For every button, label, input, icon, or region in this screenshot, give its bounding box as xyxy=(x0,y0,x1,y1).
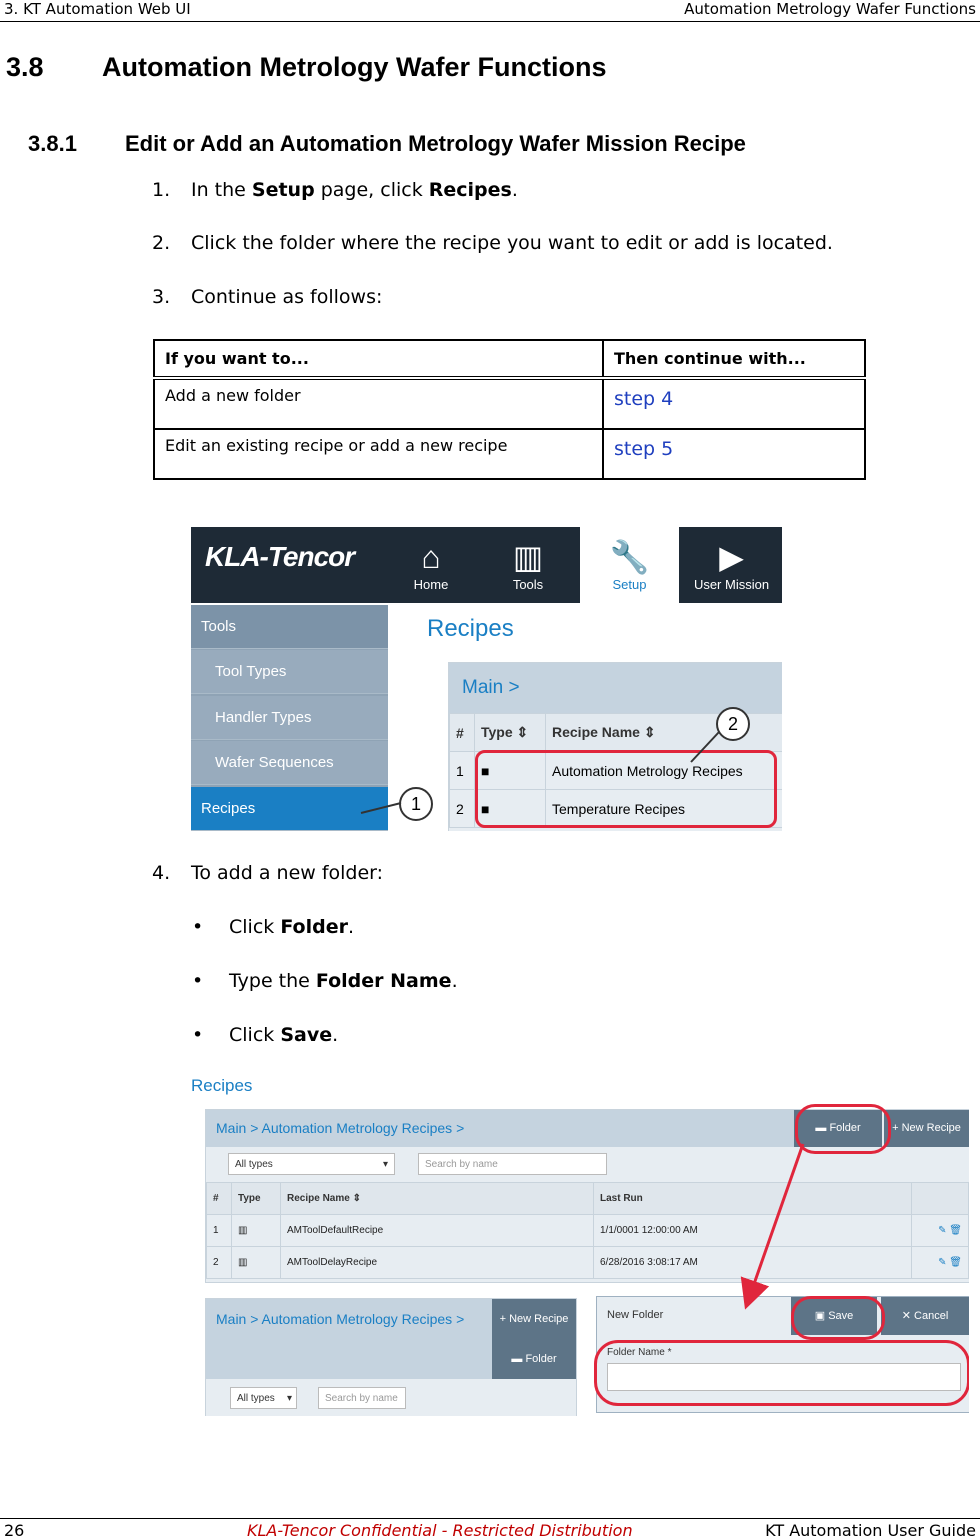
subsection-title: Edit or Add an Automation Metrology Wafer Mission Recipe xyxy=(125,131,746,156)
continue-table xyxy=(153,339,866,480)
play-icon: ▶ xyxy=(719,539,744,575)
tool-icon: ▥ xyxy=(232,1215,281,1247)
table-row xyxy=(154,429,865,479)
footer-rule xyxy=(0,1518,980,1519)
kla-tencor-logo: KLA-Tencor xyxy=(205,541,355,572)
bullet-item: • Click Save. xyxy=(192,1024,339,1046)
table-header: If you want to... xyxy=(154,340,603,378)
breadcrumb[interactable]: Main > Automation Metrology Recipes > xyxy=(206,1110,794,1147)
table-row[interactable]: 1 ■ Automation Metrology Recipes xyxy=(450,752,783,790)
callout-2: 2 xyxy=(716,707,750,741)
search-input[interactable]: Search by name xyxy=(418,1153,607,1175)
section-title: Automation Metrology Wafer Functions xyxy=(102,52,607,82)
sidebar-item-tool-types[interactable]: Tool Types xyxy=(191,650,388,694)
save-button[interactable]: ▣ Save xyxy=(791,1297,877,1335)
nav-home[interactable]: ⌂ Home xyxy=(396,527,466,603)
tool-icon: ▥ xyxy=(232,1247,281,1279)
column-header: # xyxy=(450,714,475,752)
nav-user-mission[interactable]: ▶ User Mission xyxy=(681,527,782,603)
running-header-chapter: 3. KT Automation Web UI xyxy=(4,0,191,18)
nav-setup[interactable]: 🔧 Setup xyxy=(580,527,679,603)
new-recipe-button[interactable]: + New Recipe xyxy=(884,1110,969,1147)
recipes-page-screenshot xyxy=(191,527,782,831)
folder-icon: ■ xyxy=(475,790,546,828)
folder-icon: ■ xyxy=(475,752,546,790)
arrow-annotation xyxy=(191,1076,969,1416)
edit-icon[interactable]: ✎ xyxy=(938,1257,947,1268)
step-link[interactable]: step 5 xyxy=(603,429,865,479)
caret-down-icon: ▾ xyxy=(382,1159,388,1170)
sidebar-item-recipes[interactable]: Recipes xyxy=(191,787,388,831)
folder-button[interactable]: ▬ Folder xyxy=(492,1339,576,1379)
step-link[interactable]: step 4 xyxy=(603,378,865,429)
folder-button[interactable]: ▬ Folder xyxy=(794,1110,882,1147)
recipes-title: Recipes xyxy=(191,1076,253,1095)
document-title: KT Automation User Guide xyxy=(765,1521,976,1540)
section-number: 3.8 xyxy=(6,52,44,82)
edit-icon[interactable]: ✎ xyxy=(938,1225,947,1236)
trash-icon[interactable]: 🗑 xyxy=(949,1225,962,1236)
new-folder-title: New Folder xyxy=(607,1309,664,1321)
table-cell: Add a new folder xyxy=(154,378,603,429)
section-heading xyxy=(6,52,606,83)
table-cell: Edit an existing recipe or add a new recipe xyxy=(154,429,603,479)
folder-name-label: Folder Name * xyxy=(607,1347,672,1358)
header-rule xyxy=(0,21,980,22)
new-recipe-button[interactable]: + New Recipe xyxy=(492,1299,576,1339)
table-row[interactable]: 2 ■ Temperature Recipes xyxy=(450,790,783,828)
sidebar-item-handler-types[interactable]: Handler Types xyxy=(191,696,388,740)
type-filter-select[interactable]: All types ▾ xyxy=(230,1387,297,1409)
type-filter-select[interactable]: All types ▾ xyxy=(228,1153,395,1175)
confidentiality-notice: KLA-Tencor Confidential - Restricted Distribution xyxy=(247,1521,633,1540)
table-row[interactable]: 2 ▥ AMToolDelayRecipe 6/28/2016 3:08:17 AM ✎ 🗑 xyxy=(207,1247,969,1279)
subsection-number: 3.8.1 xyxy=(28,131,77,156)
step-3: 3. Continue as follows: xyxy=(152,286,383,308)
new-folder-screenshot xyxy=(191,1076,969,1416)
subsection-heading xyxy=(28,131,746,157)
bullet-item: • Type the Folder Name. xyxy=(192,970,458,992)
breadcrumb[interactable]: Main > Automation Metrology Recipes > xyxy=(206,1299,492,1379)
bullet-item: • Click Folder. xyxy=(192,916,355,938)
page-number: 26 xyxy=(4,1521,25,1540)
recipes-title: Recipes xyxy=(427,615,514,642)
sidebar-item-tools[interactable]: Tools xyxy=(191,605,388,649)
table-header: Then continue with... xyxy=(603,340,865,378)
cancel-button[interactable]: ✕ Cancel xyxy=(881,1297,969,1335)
callout-leaders xyxy=(191,527,782,831)
step-4: 4. To add a new folder: xyxy=(152,862,384,884)
running-header-section: Automation Metrology Wafer Functions xyxy=(684,0,976,18)
tools-icon: ▥ xyxy=(512,539,544,575)
step-2: 2. Click the folder where the recipe you want to edit or add is located. xyxy=(152,232,833,254)
step-1: 1. In the Setup page, click Recipes. xyxy=(152,179,518,201)
wrench-icon: 🔧 xyxy=(609,539,650,575)
sidebar-item-wafer-sequences[interactable]: Wafer Sequences xyxy=(191,741,388,785)
nav-tools[interactable]: ▥ Tools xyxy=(493,527,563,603)
search-input[interactable]: Search by name xyxy=(318,1387,406,1409)
column-header[interactable]: Type ⇕ xyxy=(475,714,546,752)
trash-icon[interactable]: 🗑 xyxy=(949,1257,962,1268)
breadcrumb[interactable]: Main > xyxy=(449,663,782,713)
caret-down-icon: ▾ xyxy=(286,1393,292,1404)
table-row[interactable]: 1 ▥ AMToolDefaultRecipe 1/1/0001 12:00:00 AM ✎ 🗑 xyxy=(207,1215,969,1247)
table-row xyxy=(154,378,865,429)
home-icon: ⌂ xyxy=(421,539,441,575)
table-header-row: # Type Recipe Name ⇕ Last Run xyxy=(207,1183,969,1215)
callout-1: 1 xyxy=(399,787,433,821)
table-header-row xyxy=(154,340,865,378)
column-header[interactable]: Recipe Name ⇕ xyxy=(546,714,783,752)
